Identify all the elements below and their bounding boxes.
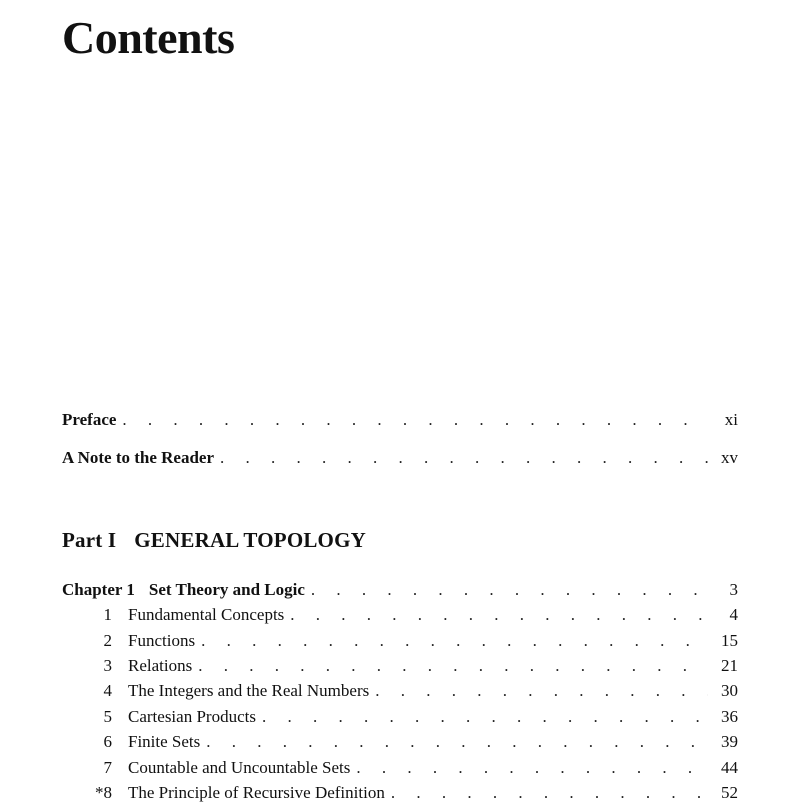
part-title: GENERAL TOPOLOGY [134,528,366,552]
part-heading [62,527,366,553]
toc-entry-label [62,757,356,779]
toc-entry-section[interactable] [62,604,738,626]
toc-entry-section[interactable] [62,630,738,652]
toc-entry-label [62,782,391,804]
toc-entry-label [62,579,311,601]
toc-entry-label: A Note to the Reader [62,448,215,467]
section-title: Finite Sets [128,732,201,751]
toc-entry-page: 52 [721,783,738,802]
toc-entry-preface[interactable] [62,409,738,431]
toc-entry-page: 44 [721,758,738,777]
dot-leader [206,731,708,753]
dot-leader [290,604,708,626]
section-number: 4 [103,681,112,700]
section-number: 5 [103,707,112,726]
toc-entry-section[interactable] [62,757,738,779]
toc-entry-page: 3 [729,580,738,599]
toc-entry-page: 30 [721,681,738,700]
section-title: Functions [128,631,196,650]
section-title: Cartesian Products [128,707,256,726]
part-number: Part I [62,528,117,552]
chapter-title: Set Theory and Logic [148,580,305,599]
section-number: 6 [103,732,112,751]
section-title: The Principle of Recursive Definition [128,783,385,802]
toc-entry-section[interactable] [62,655,738,677]
toc-entry-page: xi [724,410,738,429]
section-number: 3 [103,656,112,675]
section-number: 2 [103,631,112,650]
toc-entry-page: 15 [721,631,738,650]
page-title: Contents [62,12,235,63]
toc-entry-note-to-reader[interactable] [62,447,738,469]
toc-entry-label [62,655,198,677]
toc-entry-page: 21 [721,656,738,675]
section-title: Fundamental Concepts [128,605,285,624]
dot-leader [201,630,708,652]
toc-entry-label [62,680,375,702]
section-title: Countable and Uncountable Sets [128,758,351,777]
toc-entry-page: 4 [729,605,738,624]
toc-entry-label [62,731,206,753]
section-number: 7 [103,758,112,777]
toc-entry-label [62,630,201,652]
dot-leader [220,447,708,469]
section-number: *8 [95,783,112,802]
section-title: Relations [128,656,193,675]
dot-leader [356,757,708,779]
dot-leader [311,579,708,601]
dot-leader [262,706,708,728]
toc-entry-label [62,604,290,626]
toc-entry-chapter-1[interactable] [62,579,738,601]
section-number: 1 [103,605,112,624]
toc-entry-page: 39 [721,732,738,751]
toc-entry-section[interactable] [62,782,738,804]
chapter-number: Chapter 1 [62,580,135,599]
toc-entry-section[interactable] [62,706,738,728]
toc-entry-label: Preface [62,410,117,429]
dot-leader [391,782,708,804]
section-title: The Integers and the Real Numbers [128,681,370,700]
toc-entry-page: xv [721,448,738,467]
toc-entry-page: 36 [721,707,738,726]
toc-entry-section[interactable] [62,731,738,753]
toc-entry-label [62,706,262,728]
dot-leader [375,680,708,702]
toc-entry-section[interactable] [62,680,738,702]
dot-leader [122,409,708,431]
dot-leader [198,655,708,677]
